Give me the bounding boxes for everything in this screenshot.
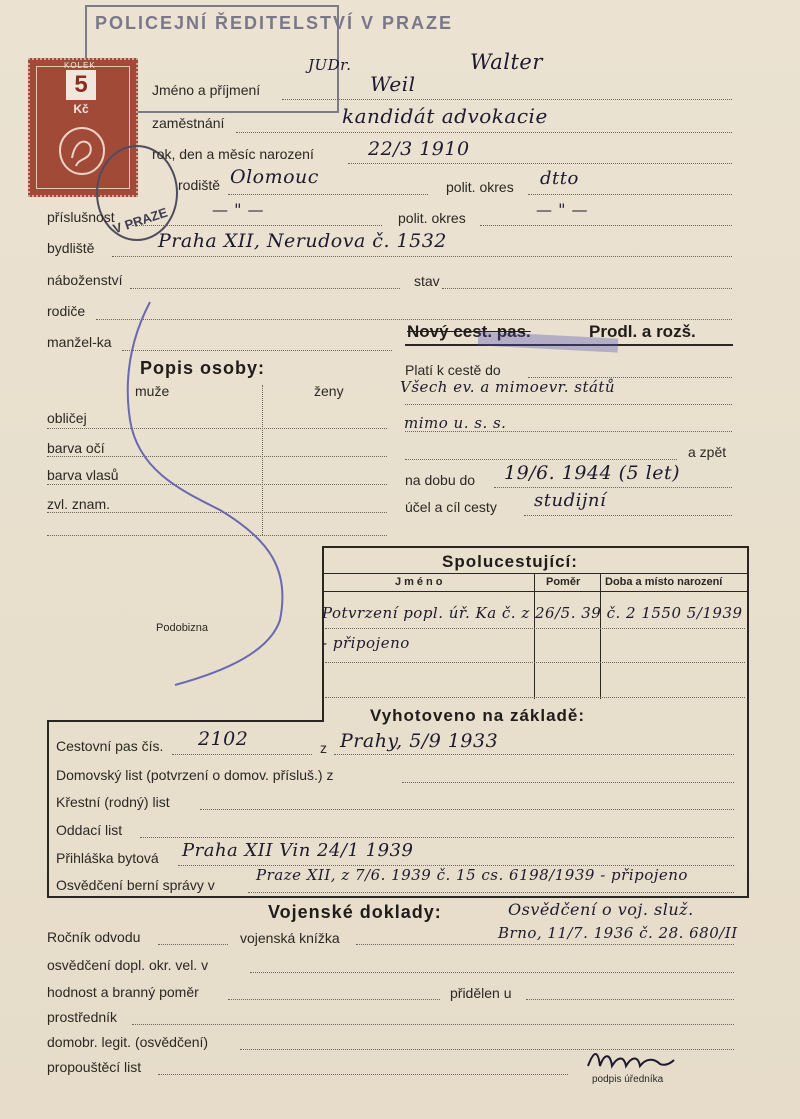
purpose-label: účel a cíl cesty	[405, 499, 497, 515]
discharge-dotted-line	[158, 1074, 568, 1075]
certificate-label: osvědčení dopl. okr. vel. v	[47, 957, 209, 973]
purpose-value: studijní	[534, 490, 607, 511]
passport-from-value: Prahy, 5/9 1933	[340, 730, 499, 752]
new-passport-label: Nový cest. pas.	[407, 322, 531, 341]
birth-date-dotted-line	[348, 163, 732, 164]
year-label: Ročník odvodu	[47, 929, 141, 945]
discharge-label: propouštěcí list	[47, 1059, 142, 1075]
companions-col-relation: Poměr	[546, 576, 581, 588]
legion-label: domobr. legit. (osvědčení)	[47, 1034, 209, 1050]
religion-label: náboženství	[47, 272, 123, 288]
return-label: a zpět	[688, 444, 727, 460]
occupation-dotted-line	[236, 132, 732, 133]
registration-value: Praha XII Vin 24/1 1939	[182, 840, 414, 861]
return-dotted-line	[405, 459, 677, 460]
birthplace-label: rodiště	[178, 177, 221, 193]
district-label: polit. okres	[446, 179, 514, 195]
women-label: ženy	[314, 383, 344, 399]
face-label: obličej	[47, 410, 87, 426]
photo-label: Podobizna	[156, 622, 208, 634]
companions-row-value: Potvrzení popl. úř. Ka č. z 26/5. 39 č. 2 1550 5/1939 - připojeno	[322, 604, 743, 652]
intermediary-dotted-line	[132, 1024, 734, 1025]
companions-header-rule-top	[322, 573, 749, 574]
military-book-label: vojenská knížka	[240, 930, 340, 946]
rank-label: hodnost a branný poměr	[47, 984, 199, 1000]
basis-bottom-border	[47, 896, 749, 898]
valid-value-line2: mimo u. s. s.	[404, 414, 507, 432]
companions-col-birth: Doba a místo narození	[605, 576, 723, 588]
occupation-label: zaměstnání	[152, 115, 225, 131]
name-prefix-value: JUDr.	[308, 56, 352, 74]
revenue-stamp-currency: Kč	[73, 102, 89, 116]
residence-dotted-line	[112, 256, 732, 257]
domicile-dotted-line	[402, 782, 734, 783]
birthplace-value: Olomouc	[230, 166, 319, 188]
military-book-value: Brno, 11/7. 1936 č. 28. 680/II	[498, 924, 738, 942]
baptism-dotted-line	[200, 809, 734, 810]
companions-title: Spolucestující:	[442, 552, 578, 571]
valid-value-line1: Všech ev. a mimoevr. států	[400, 378, 616, 396]
tax-value: Praze XII, z 7/6. 1939 č. 15 cs. 6198/1939 - připojeno	[256, 866, 688, 884]
hair-label: barva vlasů	[47, 467, 119, 483]
tax-dotted-line	[248, 892, 734, 893]
status-label: stav	[414, 273, 440, 289]
baptism-label: Křestní (rodný) list	[56, 794, 170, 810]
assigned-label: přidělen u	[450, 985, 512, 1001]
basis-left-border	[47, 720, 49, 898]
district2-label: polit. okres	[398, 210, 466, 226]
basis-title: Vyhotoveno na základě:	[370, 706, 586, 725]
passport-from-dotted-line	[334, 754, 734, 755]
citizenship-dotted-line	[132, 225, 382, 226]
rank-dotted-line	[228, 999, 440, 1000]
intermediary-label: prostředník	[47, 1009, 118, 1025]
tax-label: Osvědčení berní správy v	[56, 877, 215, 893]
eyes-label: barva očí	[47, 440, 105, 456]
residence-label: bydliště	[47, 240, 95, 256]
companions-row-line-3	[325, 697, 745, 698]
name-label: Jméno a příjmení	[152, 82, 261, 98]
name-dotted-line	[282, 99, 732, 100]
basis-top-left-border	[47, 720, 324, 722]
certificate-dotted-line	[250, 972, 734, 973]
religion-dotted-line	[130, 288, 400, 289]
district2-value: — " —	[536, 200, 589, 219]
companions-row-line-2	[325, 662, 745, 663]
companions-top-border	[322, 546, 749, 548]
revenue-stamp-label: KOLEK	[64, 61, 96, 70]
military-title: Vojenské doklady:	[268, 902, 442, 922]
valid-dotted-line-3	[405, 431, 732, 432]
description-title: Popis osoby:	[140, 358, 266, 378]
pencil-curve	[120, 300, 300, 690]
military-title-value: Osvědčení o voj. služ.	[508, 900, 694, 919]
revenue-stamp-value: 5	[66, 70, 96, 100]
status-dotted-line	[442, 288, 732, 289]
domicile-label: Domovský list (potvrzení o domov. přísluš.) z	[56, 767, 334, 783]
parents-label: rodiče	[47, 303, 86, 319]
passport-from-label: z	[320, 740, 327, 756]
birth-date-label: rok, den a měsíc narození	[152, 146, 314, 162]
extension-label: Prodl. a rozš.	[589, 322, 696, 341]
period-dotted-line	[494, 487, 732, 488]
assigned-dotted-line	[526, 999, 734, 1000]
birth-date-value: 22/3 1910	[368, 138, 470, 160]
marriage-dotted-line	[140, 837, 734, 838]
birthplace-dotted-line	[228, 194, 428, 195]
period-label: na dobu do	[405, 472, 476, 488]
round-stamp-text: V PRAZE	[111, 204, 170, 237]
passport-number-dotted-line	[172, 754, 312, 755]
residence-value: Praha XII, Nerudova č. 1532	[158, 230, 447, 252]
signature-label: podpis úředníka	[592, 1074, 664, 1085]
men-label: muže	[135, 383, 170, 399]
spouse-label: manžel-ka	[47, 334, 112, 350]
district-dotted-line	[528, 194, 732, 195]
valid-dotted-line-2	[405, 404, 732, 405]
office-stamp-text: POLICEJNÍ ŘEDITELSTVÍ V PRAZE	[95, 13, 454, 33]
first-name-value: Walter	[470, 50, 543, 74]
military-book-dotted-line	[356, 944, 734, 945]
occupation-value: kandidát advokacie	[342, 104, 548, 128]
purpose-dotted-line	[524, 515, 732, 516]
citizenship-value: — " —	[212, 200, 265, 219]
companions-col-name: Jméno	[395, 576, 446, 588]
district2-dotted-line	[480, 225, 732, 226]
marks-label: zvl. znam.	[47, 496, 111, 512]
companions-header-rule-bottom	[322, 591, 749, 592]
district-value: dtto	[540, 168, 579, 189]
passport-number-label: Cestovní pas čís.	[56, 738, 164, 754]
surname-value: Weil	[370, 72, 416, 96]
official-signature	[584, 1044, 676, 1074]
citizenship-label: příslušnost	[47, 209, 115, 225]
valid-label: Platí k cestě do	[405, 362, 501, 378]
period-value: 19/6. 1944 (5 let)	[504, 462, 681, 484]
marriage-label: Oddací list	[56, 822, 123, 838]
right-border	[747, 546, 749, 898]
year-dotted-line	[158, 944, 228, 945]
registration-label: Přihláška bytová	[56, 850, 159, 866]
passport-number-value: 2102	[198, 728, 249, 750]
